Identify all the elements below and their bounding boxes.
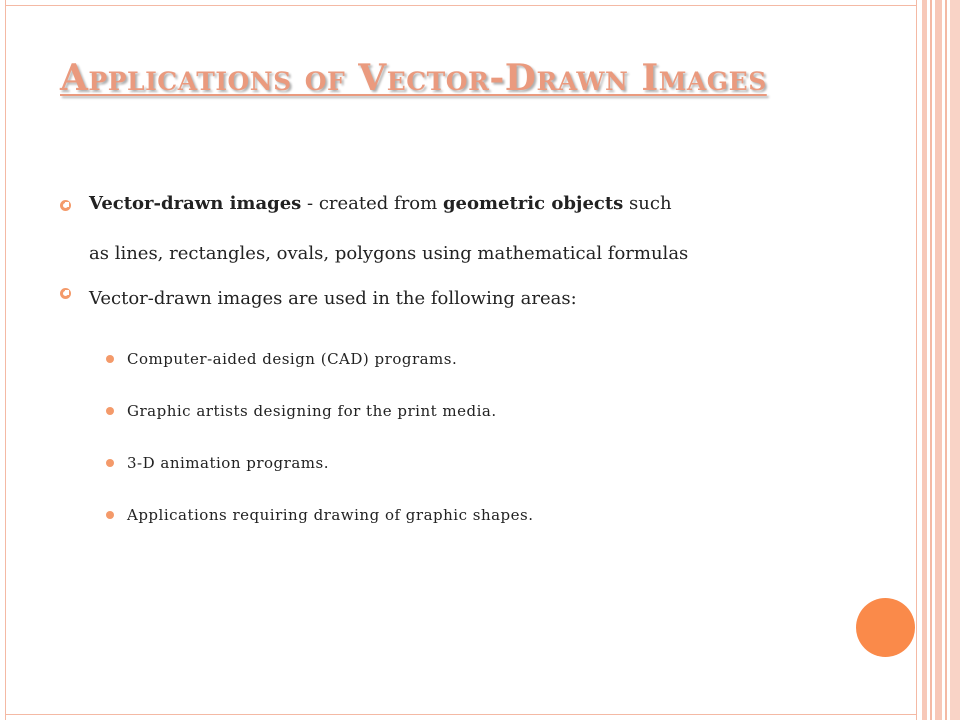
frame-line-right xyxy=(916,0,917,720)
stripe xyxy=(930,0,932,720)
filled-dot-bullet-icon xyxy=(106,459,114,467)
stripe xyxy=(935,0,942,720)
bullet-item xyxy=(60,273,860,325)
stripe xyxy=(922,0,927,720)
bullet-text: Vector-drawn images are used in the following areas: xyxy=(89,288,577,309)
sub-bullet-item xyxy=(60,437,860,489)
text-run: such xyxy=(623,193,672,214)
sub-bullet-text: Graphic artists designing for the print media. xyxy=(127,402,497,420)
bullet-text xyxy=(89,185,860,267)
right-stripes-decoration xyxy=(922,0,960,720)
stripe xyxy=(945,0,947,720)
sub-bullet-item xyxy=(60,385,860,437)
bullet-continuation: as lines, rectangles, ovals, polygons using mathematical formulas xyxy=(89,243,689,264)
bullet-item xyxy=(60,185,860,267)
sub-bullet-text: Computer-aided design (CAD) programs. xyxy=(127,350,458,368)
sub-bullet-item xyxy=(60,489,860,541)
text-run: - created from xyxy=(301,193,443,214)
frame-line-left xyxy=(5,0,6,720)
stripe xyxy=(950,0,960,720)
slide-title: Applications of Vector-Drawn Images xyxy=(60,57,767,99)
slide-content xyxy=(60,185,860,541)
sub-bullet-item xyxy=(60,333,860,385)
sub-bullet-text: 3-D animation programs. xyxy=(127,454,329,472)
filled-dot-bullet-icon xyxy=(106,407,114,415)
frame-line-bottom xyxy=(5,714,917,715)
sub-bullet-list xyxy=(60,333,860,541)
filled-dot-bullet-icon xyxy=(106,511,114,519)
open-circle-bullet-icon xyxy=(60,288,71,299)
bold-term: Vector-drawn images xyxy=(89,193,302,214)
open-circle-bullet-icon xyxy=(60,200,71,211)
filled-dot-bullet-icon xyxy=(106,355,114,363)
frame-line-top xyxy=(5,5,917,6)
sub-bullet-text: Applications requiring drawing of graphic shapes. xyxy=(127,506,534,524)
orange-circle-decoration xyxy=(856,598,915,657)
bold-term: geometric objects xyxy=(442,193,624,214)
